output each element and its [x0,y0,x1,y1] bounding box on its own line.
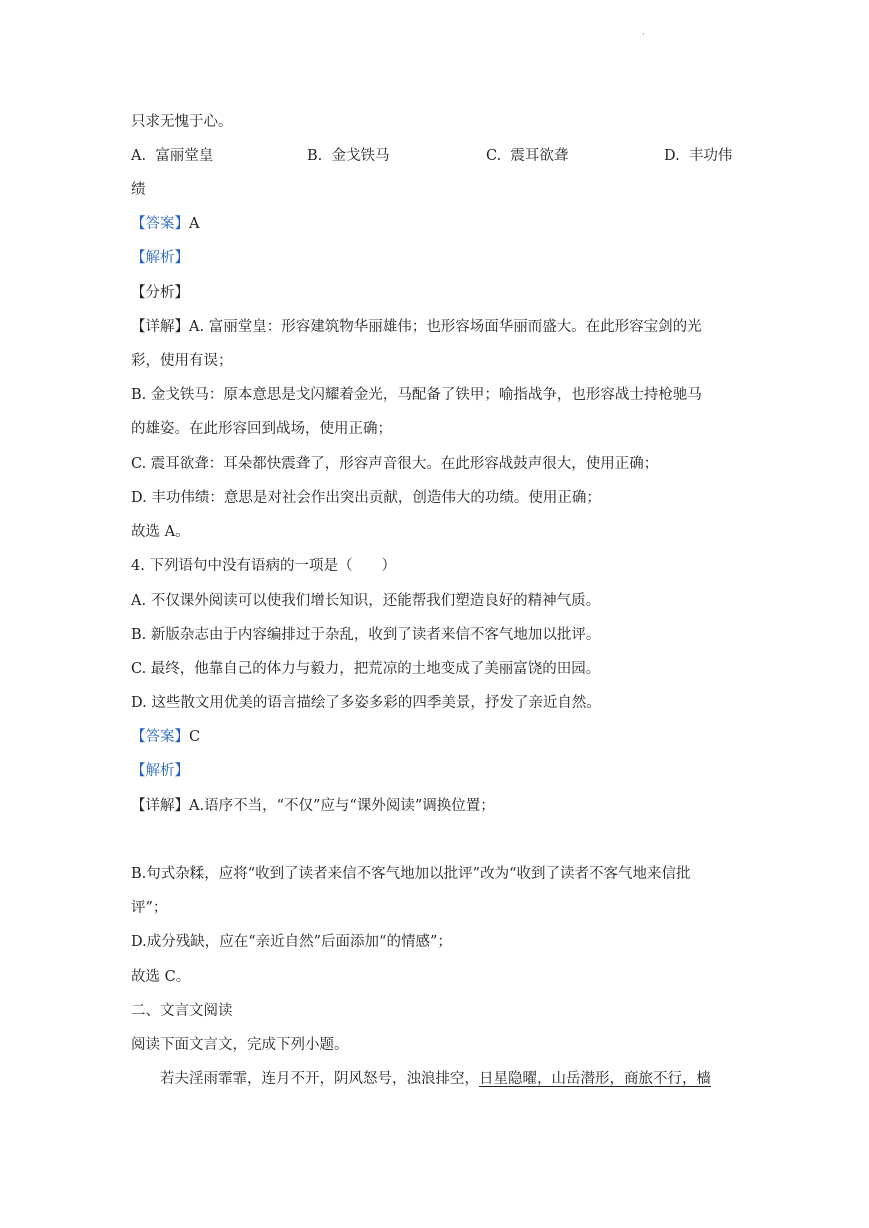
answer-tag: 【答案】 [131,729,189,745]
q4-detail-line: D.成分残缺，应在“亲近自然”后面添加“的情感”； [131,934,452,950]
underlined-phrase: 日星隐曜 [479,1071,537,1087]
section-title: 二、文言文阅读 [131,1003,233,1019]
q3-fenxi-tag: 【分析】 [131,285,189,301]
q4-option-d: D. 这些散文用优美的语言描绘了多姿多彩的四季美景，抒发了亲近自然。 [131,695,601,711]
answer-value: C [189,729,201,745]
q4-detail-line: 【详解】A.语序不当，“不仅”应与“课外阅读”调换位置； [131,798,495,814]
q4-detail-line: B.句式杂糅，应将“收到了读者来信不客气地加以批评”改为“收到了读者不客气地来信批 [131,866,691,882]
q3-detail-line: 的雄姿。在此形容回到战场，使用正确； [131,421,392,437]
q3-options [131,144,741,166]
q3-option-d: D. 丰功伟 [664,148,733,164]
q4-answer [131,727,200,747]
passage-line: 若夫淫雨霏霏，连月不开，阴风怒号，浊浪排空，日星隐曜，山岳潜形，商旅不行，樯 [160,1071,711,1087]
q4-stem: 4. 下列语句中没有语病的一项是（ ） [131,558,396,574]
q3-analysis-tag: 【解析】 [131,250,189,266]
q3-option-c: C. 震耳欲聋 [486,148,569,164]
header-dot: · [642,30,645,39]
q4-option-c: C. 最终，他靠自己的体力与毅力，把荒凉的土地变成了美丽富饶的田园。 [131,661,601,677]
section-instruction: 阅读下面文言文，完成下列小题。 [131,1037,349,1053]
q3-option-b: B. 金戈铁马 [307,148,390,164]
q4-option-a: A. 不仅课外阅读可以使我们增长知识，还能帮我们塑造良好的精神气质。 [131,593,601,609]
q3-detail-line: 彩，使用有误； [131,353,233,369]
detail-tag: 【详解】 [131,319,189,335]
q4-option-b: B. 新版杂志由于内容编排过于杂乱，收到了读者来信不客气地加以批评。 [131,627,601,643]
q4-detail-line: 评”； [131,900,168,916]
q3-detail-line: C. 震耳欲聋：耳朵都快震聋了，形容声音很大。在此形容战鼓声很大，使用正确； [131,456,659,472]
q3-answer [131,214,199,234]
answer-value: A [189,216,200,232]
q3-option-a: A. 富丽堂皇 [131,148,214,164]
q3-detail-line: D. 丰功伟绩：意思是对社会作出突出贡献，创造伟大的功绩。使用正确； [131,490,601,506]
underlined-phrase: 商旅不行 [624,1071,682,1087]
q3-detail-line: B. 金戈铁马：原本意思是戈闪耀着金光，马配备了铁甲；喻指战争，也形容战士持枪驰马 [131,387,702,403]
answer-tag: 【答案】 [131,216,189,232]
underlined-phrase: 山岳潜形 [551,1071,610,1087]
q3-stem-tail: 只求无愧于心。 [131,114,233,130]
q4-analysis-tag: 【解析】 [131,763,189,779]
q3-detail-line: 【详解】A. 富丽堂皇：形容建筑物华丽雄伟；也形容场面华丽而盛大。在此形容宝剑的光 [131,319,702,335]
q3-conclusion: 故选 A。 [131,524,190,540]
detail-tag: 【详解】 [131,798,189,814]
q3-option-wrap: 绩 [131,182,146,198]
q4-conclusion: 故选 C。 [131,969,191,985]
